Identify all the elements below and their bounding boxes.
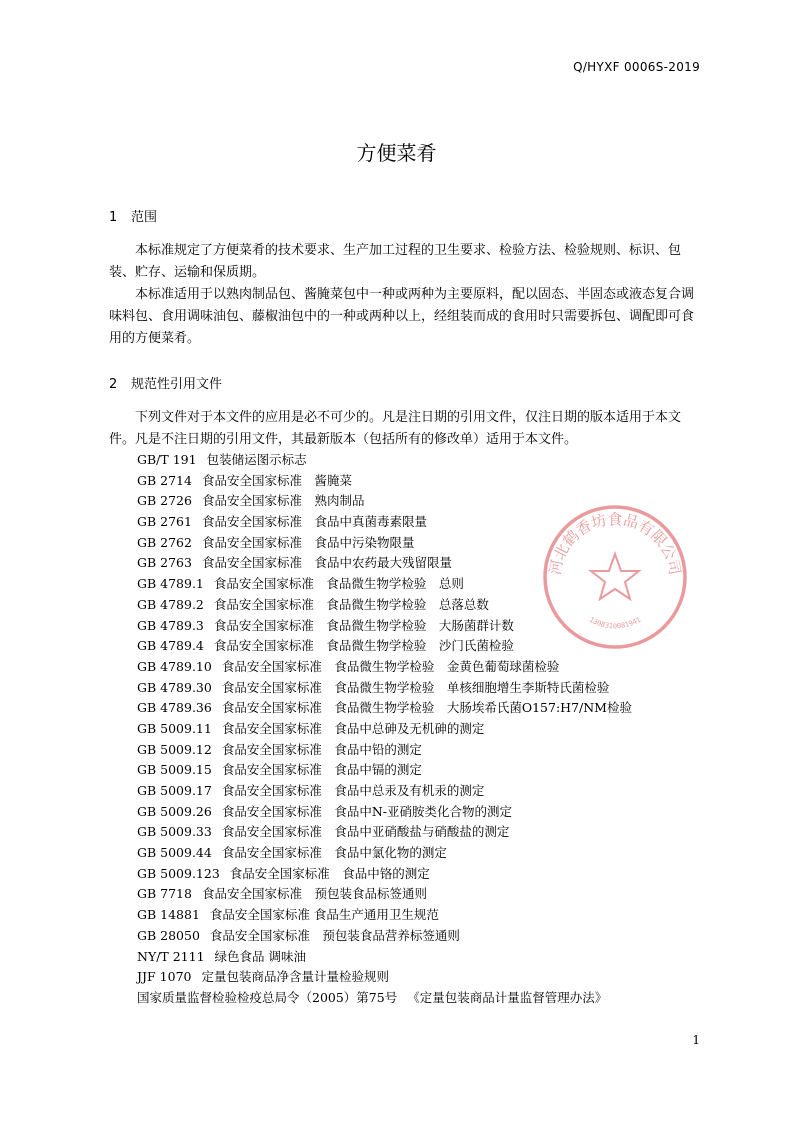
reference-code: GB 4789.1 [137, 576, 204, 592]
reference-item [137, 926, 632, 947]
reference-code: GB 2762 [137, 534, 192, 550]
reference-title: 食品安全国家标准 食品中N-亚硝胺类化合物的测定 [221, 803, 513, 819]
reference-title: 食品安全国家标准 食品微生物学检验 金黄色葡萄球菌检验 [221, 658, 560, 674]
reference-item [137, 760, 632, 781]
reference-code: GB 5009.33 [137, 824, 212, 840]
reference-title: 食品安全国家标准 食品微生物学检验 单核细胞增生李斯特氏菌检验 [221, 679, 610, 695]
reference-code: GB 5009.26 [137, 803, 212, 819]
reference-item [137, 719, 632, 740]
reference-title: 食品安全国家标准 酱腌菜 [201, 472, 352, 488]
reference-code: GB 14881 [137, 907, 200, 923]
reference-code: GB 5009.11 [137, 720, 212, 736]
reference-item [137, 967, 632, 988]
reference-title: 食品安全国家标准 食品中铅的测定 [221, 741, 422, 757]
company-seal-stamp [540, 502, 690, 652]
reference-code: GB 2761 [137, 514, 192, 530]
reference-item [137, 802, 632, 823]
reference-item [137, 698, 632, 719]
reference-item [137, 947, 632, 968]
reference-title: 食品安全国家标准 食品中污染物限量 [201, 534, 415, 550]
reference-code: GB/T 191 [137, 452, 197, 467]
reference-title: 食品安全国家标准 食品中氯化物的测定 [221, 845, 447, 861]
reference-title: 绿色食品 调味油 [214, 948, 307, 964]
reference-item [137, 864, 632, 885]
seal-registration-number: 1308310081941 [587, 615, 643, 631]
reference-item [137, 657, 632, 678]
reference-code: JJF 1070 [137, 969, 192, 985]
seal-star-icon [591, 554, 639, 599]
reference-code: GB 4789.36 [137, 700, 212, 716]
page-title: 方便菜肴 [356, 141, 437, 165]
reference-title: 食品安全国家标准 食品微生物学检验 大肠埃希氏菌O157:H7/NM检验 [221, 700, 632, 716]
reference-title: 食品安全国家标准 食品中铬的测定 [229, 865, 430, 881]
section-2-intro: 下列文件对于本文件的应用是必不可少的。凡是注日期的引用文件，仅注日期的版本适用于本文件。凡是不注日期的引用文件，其最新版本（包括所有的修改单）适用于本文件。 [109, 410, 682, 447]
reference-title: 食品安全国家标准 食品中亚硝酸盐与硝酸盐的测定 [221, 824, 510, 840]
reference-item [137, 843, 632, 864]
reference-item [137, 740, 632, 761]
reference-code: GB 4789.3 [137, 617, 204, 633]
reference-item [137, 450, 632, 471]
reference-code: GB 4789.4 [137, 638, 204, 654]
reference-code: NY/T 2111 [137, 948, 205, 964]
reference-item [137, 905, 632, 926]
reference-title: 食品安全国家标准 食品中总汞及有机汞的测定 [221, 783, 485, 798]
page-number: 1 [692, 1033, 700, 1047]
section-2-title: 规范性引用文件 [131, 377, 223, 392]
reference-code: GB 2714 [137, 472, 192, 488]
reference-code: GB 5009.12 [137, 741, 212, 757]
seal-company-name: 河北鹤香坊食品有限公司 [545, 510, 685, 577]
section-1-title: 范围 [131, 210, 158, 225]
reference-code: GB 4789.30 [137, 679, 212, 695]
reference-title: 食品安全国家标准 熟肉制品 [201, 493, 365, 509]
reference-item [137, 822, 632, 843]
reference-code: GB 2763 [137, 555, 192, 571]
section-2-heading [109, 373, 222, 392]
reference-code: GB 5009.44 [137, 845, 212, 861]
reference-code: 国家质量监督检验检疫总局令（2005）第75号 [137, 989, 398, 1005]
section-1-number: 1 [109, 210, 118, 225]
reference-title: 食品安全国家标准 预包装食品标签通则 [201, 886, 427, 902]
reference-code: GB 2726 [137, 493, 192, 509]
reference-title: 《定量包装商品计量监督管理办法》 [407, 989, 608, 1005]
reference-code: GB 5009.17 [137, 783, 212, 798]
reference-title: 食品安全国家标准 食品微生物学检验 总落总数 [213, 596, 489, 612]
reference-item [137, 781, 632, 802]
section-1-paragraph-1: 本标准规定了方便菜肴的技术要求、生产加工过程的卫生要求、检验方法、检验规则、标识、包装、贮存、运输和保质期。 [109, 243, 682, 280]
reference-item [137, 988, 632, 1009]
reference-title: 食品安全国家标准 食品微生物学检验 沙门氏菌检验 [213, 638, 514, 654]
reference-title: 包装储运图示标志 [206, 452, 307, 467]
reference-item [137, 884, 632, 905]
reference-item [137, 678, 632, 699]
reference-title: 食品安全国家标准 食品微生物学检验 大肠菌群计数 [213, 617, 514, 633]
reference-code: GB 5009.15 [137, 762, 212, 778]
reference-title: 定量包装商品净含量计量检验规则 [201, 969, 389, 985]
reference-code: GB 28050 [137, 927, 200, 943]
reference-title: 食品安全国家标准 食品中真菌毒素限量 [201, 514, 427, 530]
reference-title: 食品安全国家标准 食品微生物学检验 总则 [213, 576, 464, 592]
reference-title: 食品安全国家标准 预包装食品营养标签通则 [209, 927, 460, 943]
reference-title: 食品安全国家标准 食品中镉的测定 [221, 762, 422, 778]
document-code: Q/HYXF 0006S-2019 [573, 60, 700, 74]
reference-code: GB 4789.10 [137, 658, 212, 674]
section-1-heading [109, 206, 157, 225]
reference-code: GB 4789.2 [137, 596, 204, 612]
section-1-paragraph-2: 本标准适用于以熟肉制品包、酱腌菜包中一种或两种为主要原料，配以固态、半固态或液态复合调味料包、食用调味油包、藤椒油包中的一种或两种以上，经组装而成的食用时只需要拆包、调配即可食用的方便菜肴。 [109, 287, 695, 346]
section-2-number: 2 [109, 377, 118, 392]
reference-item [137, 471, 632, 492]
reference-title: 食品安全国家标准 食品中总砷及无机砷的测定 [221, 720, 485, 736]
reference-code: GB 7718 [137, 886, 192, 902]
reference-code: GB 5009.123 [137, 865, 220, 881]
reference-title: 食品安全国家标准 食品中农药最大残留限量 [201, 555, 452, 571]
reference-title: 食品安全国家标准 食品生产通用卫生规范 [209, 907, 439, 923]
